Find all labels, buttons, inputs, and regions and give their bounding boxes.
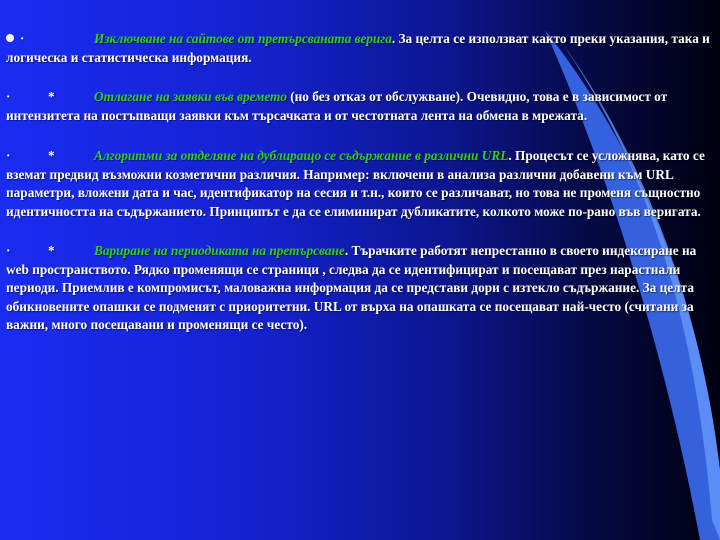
paragraph-4-body: . Търачките работят непрестанно в своето индексиране на web пространството. Рядко променящи се страници , следва да се идентифицират и посещават през нарастнали периоди. Приемлив е компромисът, маловажна информация да се представи дори с изтекло съдържание. За целта обикновените опашки се подменят с приоритетни. URL от върха на опашката се посещават най-често (считани за важни, много посещавани и променящи се често). (6, 243, 697, 332)
paragraph-4-heading: Вариране на периодиката на претърсване (94, 243, 345, 258)
bullet-1: · (6, 30, 48, 49)
star-marker-2: * (48, 89, 55, 104)
paragraph-2 (6, 88, 714, 125)
paragraph-4 (6, 242, 714, 335)
paragraph-3-heading: Алгоритми за отделяне на дублиращо се съдържание в различни URL (94, 148, 509, 163)
paragraph-1 (6, 30, 714, 67)
paragraph-3-body: . Процесът се усложнява, като се вземат предвид възможни козметични различия. Например: включени в анализа различни добавени към URL параметри, вложени дата и час, идентификатор на сесия и т.н., които се различават, но това не променя същностно идентичността на съдържанието. Принципът е да се елиминират дубликатите, колкото може по-рано във веригата. (6, 148, 705, 219)
paragraph-1-heading: Изключване на сайтове от претърсваната верига (94, 31, 392, 46)
paragraph-1-body: . За целта се използват както преки указания, така и логическа и статистическа информация. (6, 31, 710, 65)
circle-bullet-icon (6, 34, 14, 42)
star-marker-3: * (48, 148, 55, 163)
paragraph-2-heading: Отлагане на заявки във времето (94, 89, 287, 104)
star-marker-4: * (48, 243, 55, 258)
paragraph-2-body: (но без отказ от обслужване). Очевидно, това е в зависимост от интензитета на постъпващи заявки към търсачката и от честотната лента на обмена в мрежата. (6, 89, 668, 123)
slide-content (6, 30, 714, 335)
bullet-3: · (6, 148, 11, 163)
bullet-2: · (6, 89, 11, 104)
bullet-4: · (6, 243, 11, 258)
paragraph-3 (6, 147, 714, 221)
